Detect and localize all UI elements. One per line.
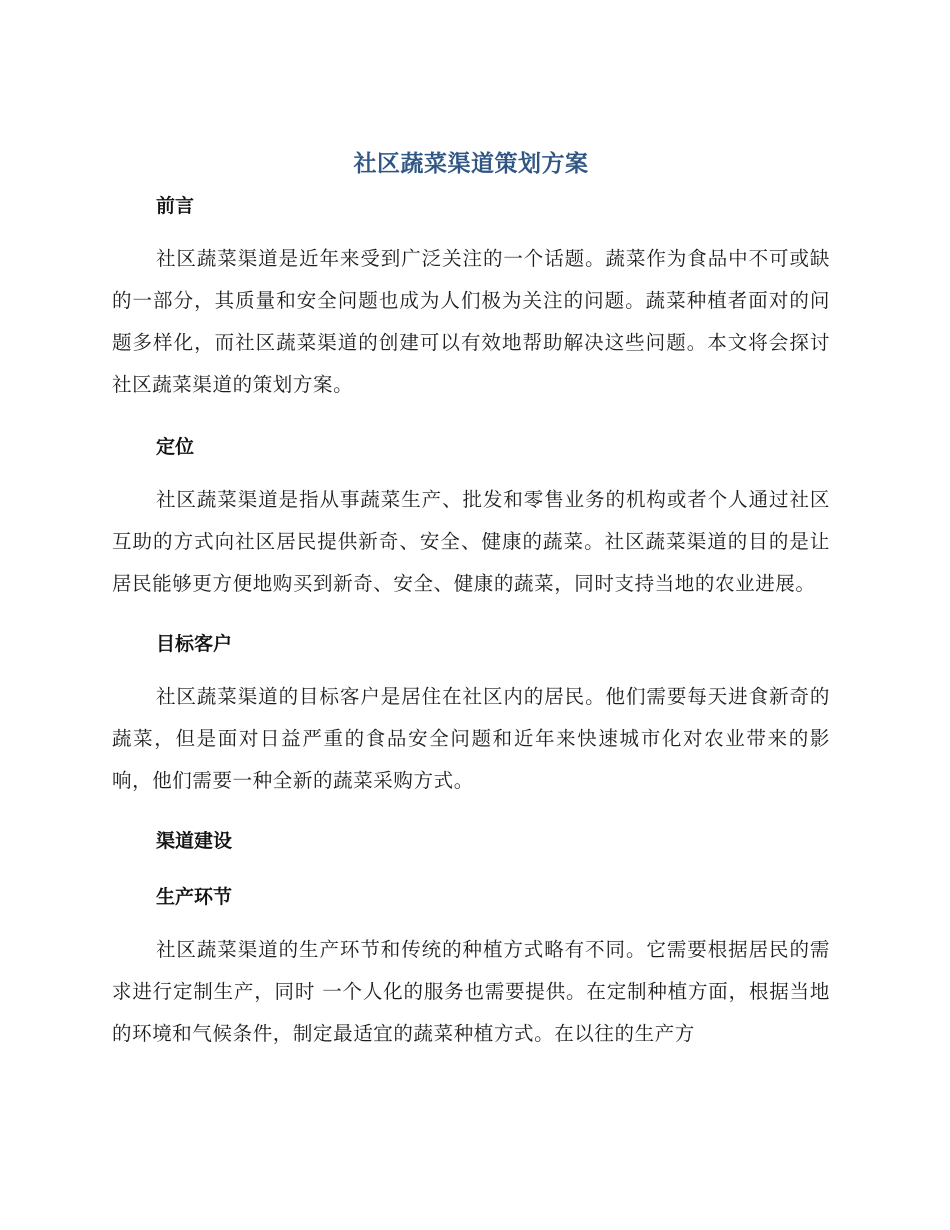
paragraph-positioning: 社区蔬菜渠道是指从事蔬菜生产、批发和零售业务的机构或者个人通过社区互助的方式向社区居民提供新奇、安全、健康的蔬菜。社区蔬菜渠道的目的是让居民能够更方便地购买到新奇、安全、健康的蔬菜，同时支持当地的农业进展。	[112, 488, 830, 595]
document-body	[112, 144, 830, 1055]
heading-target-customers: 目标客户	[156, 633, 233, 655]
paragraph-target-customers: 社区蔬菜渠道的目标客户是居住在社区内的居民。他们需要每天进食新奇的蔬菜，但是面对日益严重的食品安全问题和近年来快速城市化对农业带来的影响，他们需要一种全新的蔬菜采购方式。	[112, 685, 830, 792]
heading-preface: 前言	[156, 195, 195, 217]
document-title: 社区蔬菜渠道策划方案	[353, 151, 589, 177]
paragraph-preface: 社区蔬菜渠道是近年来受到广泛关注的一个话题。蔬菜作为食品中不可或缺的一部分，其质量和安全问题也成为人们极为关注的问题。蔬菜种植者面对的问题多样化，而社区蔬菜渠道的创建可以有效地帮助解决这些问题。本文将会探讨社区蔬菜渠道的策划方案。	[112, 247, 830, 396]
heading-positioning: 定位	[156, 436, 195, 458]
paragraph-production: 社区蔬菜渠道的生产环节和传统的种植方式略有不同。它需要根据居民的需求进行定制生产，同时 一个人化的服务也需要提供。在定制种植方面，根据当地的环境和气候条件，制定最适宜的蔬菜种植方式。在以往的生产方	[112, 938, 830, 1045]
heading-production: 生产环节	[156, 886, 233, 908]
heading-channel-building: 渠道建设	[156, 830, 233, 852]
